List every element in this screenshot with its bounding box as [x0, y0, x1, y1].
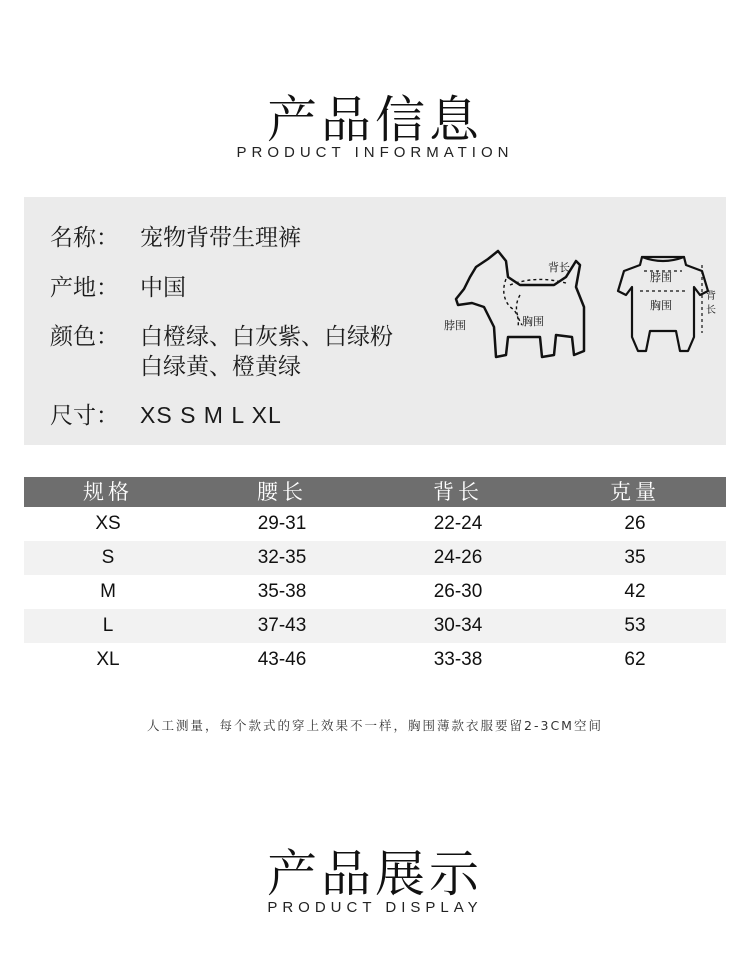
color-row — [50, 318, 393, 351]
cell-back: 30-34 — [433, 615, 483, 636]
cell-back: 24-26 — [433, 547, 483, 568]
name-label: 名称： — [50, 225, 119, 251]
table-header — [24, 477, 726, 507]
cell-weight: 53 — [624, 615, 646, 636]
display-section-subtitle: PRODUCT DISPLAY — [267, 899, 483, 916]
color-value-line1: 白橙绿、白灰紫、白绿粉 — [140, 324, 393, 350]
color-value-line2: 白绿黄、橙黄绿 — [140, 354, 301, 380]
color-label: 颜色： — [50, 324, 119, 350]
dog-neck-label: 脖围 — [444, 319, 466, 332]
info-section-title: 产品信息 — [267, 91, 483, 149]
product-info-panel — [24, 197, 726, 445]
cell-weight: 35 — [624, 547, 646, 568]
header-waist: 腰长 — [257, 480, 307, 504]
origin-row — [50, 269, 186, 302]
size-label: 尺寸： — [50, 403, 119, 429]
origin-value: 中国 — [140, 275, 186, 301]
size-row — [50, 397, 282, 430]
cell-size: L — [102, 615, 114, 636]
cell-waist: 43-46 — [257, 649, 307, 670]
cell-size: M — [100, 581, 116, 602]
table-row — [24, 541, 726, 575]
name-row — [50, 219, 301, 252]
cell-back: 33-38 — [433, 649, 483, 670]
dog-back-label: 背长 — [548, 261, 570, 274]
cell-size: S — [101, 547, 115, 568]
size-value: XS S M L XL — [140, 402, 282, 428]
cell-waist: 32-35 — [257, 547, 307, 568]
garment-chest-label: 胸围 — [650, 299, 672, 312]
measurement-note: 人工测量，每个款式的穿上效果不一样，胸围薄款衣服要留2-3CM空间 — [147, 718, 603, 733]
dog-measurement-diagram — [444, 247, 624, 367]
cell-weight: 42 — [624, 581, 646, 602]
cell-size: XS — [95, 513, 121, 534]
cell-back: 26-30 — [433, 581, 483, 602]
size-table — [24, 477, 726, 677]
cell-weight: 26 — [624, 513, 646, 534]
name-value: 宠物背带生理裤 — [140, 225, 301, 251]
garment-neck-label: 脖围 — [650, 271, 672, 284]
garment-measurement-diagram — [604, 251, 724, 363]
garment-back-label-2: 长 — [706, 305, 716, 316]
header-size: 规格 — [83, 480, 133, 504]
table-row — [24, 609, 726, 643]
dog-chest-label: 胸围 — [522, 315, 544, 328]
header-back: 背长 — [433, 480, 483, 504]
cell-back: 22-24 — [433, 513, 483, 534]
info-section-subtitle: PRODUCT INFORMATION — [236, 144, 514, 161]
cell-waist: 35-38 — [257, 581, 307, 602]
table-row — [24, 643, 726, 677]
origin-label: 产地： — [50, 275, 119, 301]
display-section-title: 产品展示 — [267, 845, 483, 903]
garment-back-label-1: 背 — [706, 291, 716, 302]
table-row — [24, 507, 726, 541]
table-row — [24, 575, 726, 609]
cell-size: XL — [96, 649, 120, 670]
cell-waist: 29-31 — [257, 513, 307, 534]
cell-waist: 37-43 — [257, 615, 307, 636]
cell-weight: 62 — [624, 649, 646, 670]
header-weight: 克量 — [610, 480, 660, 504]
